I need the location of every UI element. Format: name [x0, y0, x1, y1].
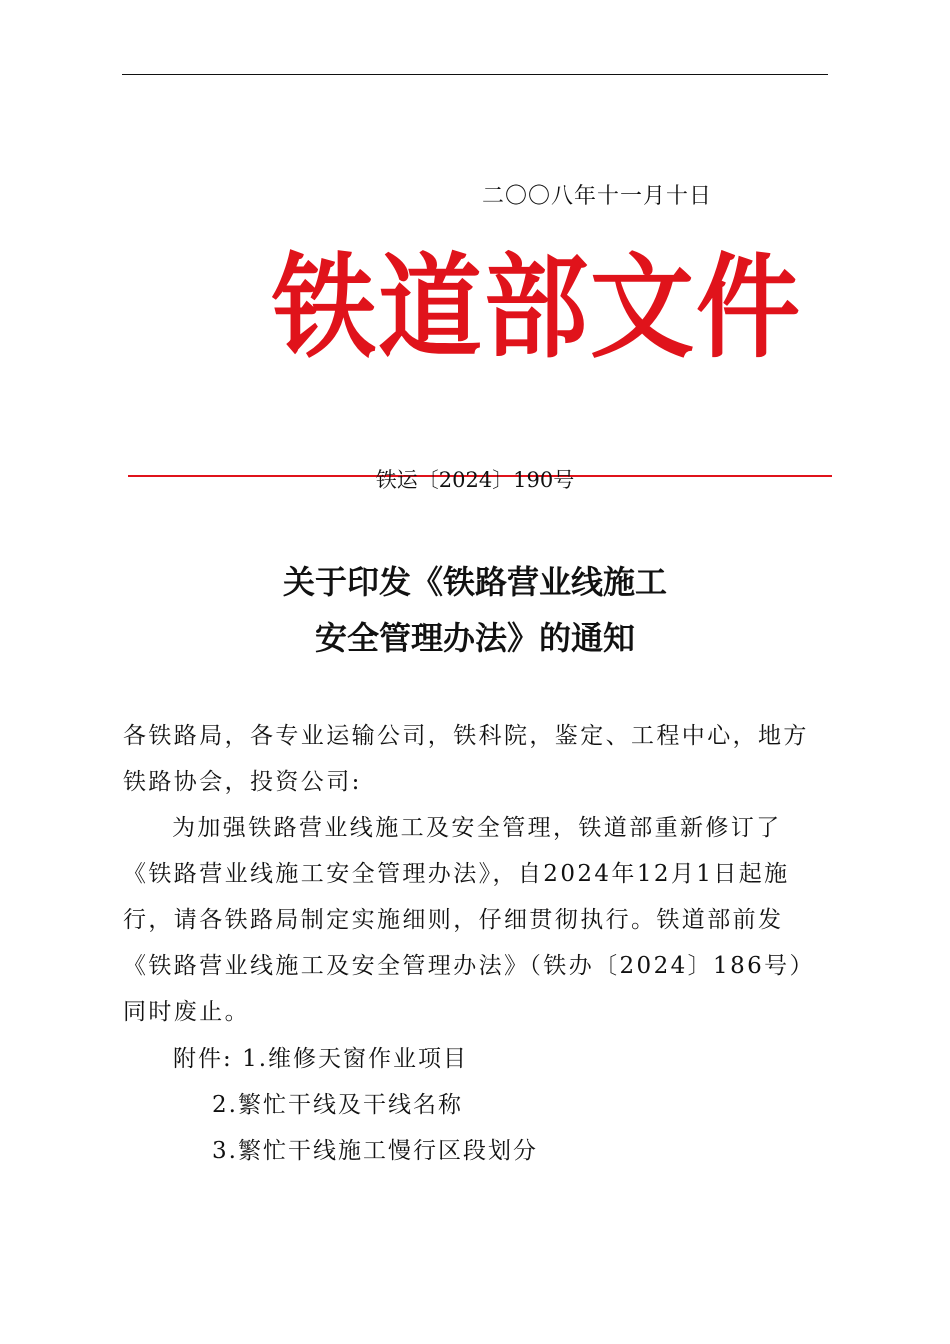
attachment-text-1: 1.维修天窗作业项目	[242, 1046, 469, 1072]
document-title	[0, 554, 950, 666]
title-line-1: 关于印发《铁路营业线施工	[282, 563, 667, 601]
document-body	[123, 713, 829, 1035]
attachment-item-3: 3.繁忙干线施工慢行区段划分	[212, 1138, 538, 1164]
attachments-list	[123, 1036, 829, 1174]
addressees: 各铁路局，各专业运输公司，铁科院，鉴定、工程中心，地方铁路协会，投资公司:	[123, 723, 809, 795]
masthead-title: 铁道部文件	[272, 241, 803, 374]
top-rule	[122, 74, 828, 75]
attachment-item-1	[123, 1036, 829, 1082]
body-paragraph: 为加强铁路营业线施工及安全管理，铁道部重新修订了《铁路营业线施工安全管理办法》，自2024年12月1日起施行，请各铁路局制定实施细则，仔细贯彻执行。铁道部前发《铁路营业线施工及安全管理办法》（铁办〔2024〕186号）同时废止。	[123, 815, 815, 1025]
issue-date: 二〇〇八年十一月十日	[482, 184, 713, 209]
attachments-label: 附件:	[173, 1046, 233, 1072]
document-number: 铁运〔2024〕190号	[375, 468, 575, 492]
title-line-2: 安全管理办法》的通知	[314, 619, 635, 657]
attachment-item-2: 2.繁忙干线及干线名称	[212, 1092, 463, 1118]
